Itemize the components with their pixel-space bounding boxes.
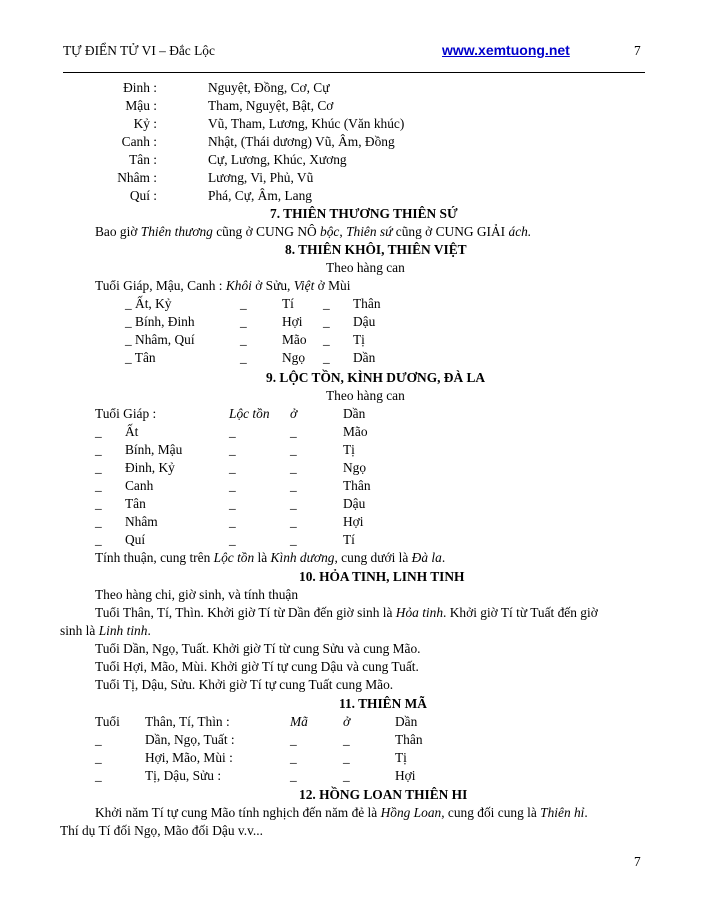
row-can: Ất [125, 424, 139, 439]
running-header-title: TỰ ĐIỂN TỬ VI – Đắc Lộc [63, 43, 215, 58]
row-dash: _ [290, 750, 297, 765]
row-chi: Tị, Dậu, Sửu : [145, 768, 222, 783]
head-cung: Dần [343, 406, 366, 421]
section-8-heading: 8. THIÊN KHÔI, THIÊN VIỆT [285, 242, 467, 257]
header-page-number: 7 [634, 43, 641, 58]
section-10-p4: Tuổi Hợi, Mão, Mùi. Khởi giờ Tí tự cung Dậu và cung Tuất. [95, 659, 419, 674]
head-loc-ton: Lộc tồn [229, 406, 270, 421]
row-dash: _ [229, 532, 236, 547]
row-dash: _ [95, 478, 102, 493]
row-khoi: Mão [282, 332, 307, 347]
row-dash: _ [240, 332, 247, 347]
row-dash: _ [229, 442, 236, 457]
row-can: Tân [125, 496, 146, 511]
row-can: _ Bính, Đinh [125, 314, 195, 329]
row-dash: _ [95, 732, 102, 747]
section-12-p2: Thí dụ Tí đối Ngọ, Mão đối Dậu v.v... [60, 823, 263, 838]
row-khoi: Hợi [282, 314, 303, 329]
row-can: _ Tân [125, 350, 156, 365]
row-dash: _ [95, 442, 102, 457]
row-can: Quí [125, 532, 146, 547]
can-label: Canh : [121, 134, 157, 149]
section-10-heading: 10. HỎA TINH, LINH TINH [299, 569, 465, 584]
row-dash: _ [95, 750, 102, 765]
section-8-subtitle: Theo hàng can [326, 260, 405, 275]
row-dash: _ [323, 332, 330, 347]
row-cung: Tị [395, 750, 407, 765]
footer-page-number: 7 [634, 854, 641, 869]
head-tuoi: Tuổi [95, 714, 120, 729]
row-dash: _ [229, 424, 236, 439]
row-dash: _ [229, 496, 236, 511]
section-9-heading: 9. LỘC TỒN, KÌNH DƯƠNG, ĐÀ LA [266, 370, 486, 385]
row-dash: _ [343, 732, 350, 747]
can-stars: Vũ, Tham, Lương, Khúc (Văn khúc) [208, 116, 405, 131]
row-dash: _ [343, 768, 350, 783]
row-can: Đinh, Kỷ [125, 460, 175, 475]
row-dash: _ [323, 350, 330, 365]
row-cung: Ngọ [343, 460, 367, 475]
can-label: Quí : [129, 188, 157, 203]
head-ma: Mã [290, 714, 308, 729]
row-dash: _ [290, 478, 297, 493]
row-cung: Mão [343, 424, 368, 439]
row-khoi: Tí [282, 296, 294, 311]
can-stars: Nguyệt, Đồng, Cơ, Cự [208, 80, 330, 95]
row-dash: _ [343, 750, 350, 765]
row-can: _ Ất, Kỷ [125, 296, 172, 311]
can-stars: Phá, Cự, Âm, Lang [208, 188, 312, 203]
row-viet: Thân [353, 296, 381, 311]
section-9-note: Tính thuận, cung trên Lộc tồn là Kình dương, cung dưới là Đà la. [95, 550, 446, 565]
row-cung: Hợi [395, 768, 416, 783]
section-9-subtitle: Theo hàng can [326, 388, 405, 403]
can-label: Tân : [129, 152, 157, 167]
section-10-p2-cont: sinh là Linh tinh. [60, 623, 151, 638]
can-stars: Tham, Nguyệt, Bật, Cơ [208, 98, 334, 113]
header-divider [63, 72, 645, 73]
row-cung: Thân [395, 732, 423, 747]
row-dash: _ [95, 514, 102, 529]
row-dash: _ [240, 314, 247, 329]
head-chi: Thân, Tí, Thìn : [145, 714, 230, 729]
section-11-heading: 11. THIÊN MÃ [339, 696, 427, 711]
section-12-p1: Khởi năm Tí tự cung Mão tính nghịch đến năm đẻ là Hồng Loan, cung đối cung là Thiên hỉ. [95, 805, 588, 820]
section-8-intro: Tuổi Giáp, Mậu, Canh : Khôi ở Sửu, Việt ở Mùi [95, 278, 351, 293]
section-10-p3: Tuổi Dần, Ngọ, Tuất. Khởi giờ Tí từ cung Sửu và cung Mão. [95, 641, 421, 656]
can-label: Nhâm : [117, 170, 157, 185]
can-stars: Lương, Vi, Phủ, Vũ [208, 170, 314, 185]
row-dash: _ [229, 460, 236, 475]
section-12-heading: 12. HỒNG LOAN THIÊN HI [299, 787, 468, 802]
section-10-p2: Tuổi Thân, Tí, Thìn. Khởi giờ Tí từ Dần đến giờ sinh là Hỏa tinh. Khởi giờ Tí từ Tuất đến giờ [95, 605, 598, 620]
can-stars: Cự, Lương, Khúc, Xương [208, 152, 347, 167]
section-7-heading: 7. THIÊN THƯƠNG THIÊN SỨ [270, 206, 458, 221]
row-cung: Dậu [343, 496, 366, 511]
row-chi: Dần, Ngọ, Tuất : [145, 732, 235, 747]
row-dash: _ [290, 496, 297, 511]
row-dash: _ [323, 314, 330, 329]
row-cung: Thân [343, 478, 371, 493]
row-dash: _ [95, 460, 102, 475]
row-dash: _ [290, 732, 297, 747]
can-label: Kỷ : [133, 116, 157, 131]
row-dash: _ [240, 296, 247, 311]
row-khoi: Ngọ [282, 350, 306, 365]
row-can: Bính, Mậu [125, 442, 183, 457]
row-cung: Hợi [343, 514, 364, 529]
row-dash: _ [290, 532, 297, 547]
row-dash: _ [290, 424, 297, 439]
row-cung: Tị [343, 442, 355, 457]
row-dash: _ [229, 478, 236, 493]
can-stars: Nhật, (Thái dương) Vũ, Âm, Đồng [208, 134, 395, 149]
can-label: Đinh : [123, 80, 157, 95]
row-chi: Hợi, Mão, Mùi : [145, 750, 233, 765]
row-viet: Tị [353, 332, 365, 347]
row-dash: _ [290, 460, 297, 475]
row-can: Nhâm [125, 514, 158, 529]
row-dash: _ [95, 768, 102, 783]
row-dash: _ [240, 350, 247, 365]
row-viet: Dần [353, 350, 376, 365]
row-can: _ Nhâm, Quí [125, 332, 195, 347]
row-cung: Tí [343, 532, 355, 547]
head-cung: Dần [395, 714, 418, 729]
row-dash: _ [229, 514, 236, 529]
section-10-p1: Theo hàng chi, giờ sinh, và tính thuận [95, 587, 299, 602]
website-link[interactable]: www.xemtuong.net [442, 42, 570, 58]
head-tuoi: Tuổi Giáp : [95, 406, 157, 421]
row-dash: _ [323, 296, 330, 311]
can-label: Mậu : [125, 98, 157, 113]
row-dash: _ [290, 442, 297, 457]
head-o: ở [343, 714, 351, 729]
row-viet: Dậu [353, 314, 376, 329]
row-dash: _ [95, 532, 102, 547]
row-dash: _ [95, 424, 102, 439]
row-dash: _ [95, 496, 102, 511]
row-can: Canh [125, 478, 154, 493]
row-dash: _ [290, 514, 297, 529]
section-7-paragraph: Bao giờ Thiên thương cũng ở CUNG NÔ bộc, Thiên sứ cũng ở CUNG GIẢI ách. [95, 224, 532, 239]
section-10-p5: Tuổi Tị, Dậu, Sửu. Khởi giờ Tí tự cung Tuất cung Mão. [95, 677, 394, 692]
head-o: ở [290, 406, 298, 421]
row-dash: _ [290, 768, 297, 783]
